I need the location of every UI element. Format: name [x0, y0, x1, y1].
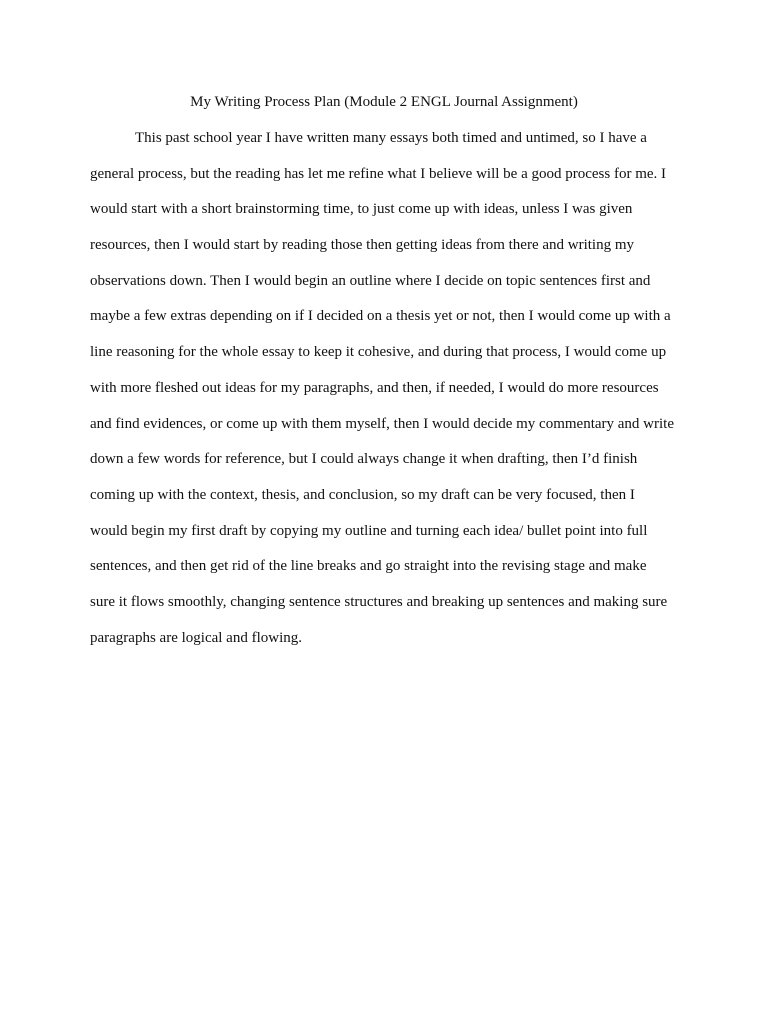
- paragraph-line: sure it flows smoothly, changing sentence structures and breaking up sentences and making sure: [90, 593, 668, 610]
- paragraph-line: down a few words for reference, but I could always change it when drafting, then I’d finish: [90, 451, 638, 468]
- paragraph-line: resources, then I would start by reading those then getting ideas from there and writing my: [90, 237, 635, 254]
- paragraph-line: maybe a few extras depending on if I decided on a thesis yet or not, then I would come up with a: [90, 308, 671, 325]
- paragraph-line: would start with a short brainstorming time, to just come up with ideas, unless I was given: [90, 201, 633, 218]
- document-title: My Writing Process Plan (Module 2 ENGL Journal Assignment): [190, 94, 578, 110]
- paragraph-line: line reasoning for the whole essay to keep it cohesive, and during that process, I would come up: [90, 344, 667, 361]
- paragraph-line: general process, but the reading has let me refine what I believe will be a good process for me. I: [90, 165, 667, 182]
- paragraph-line: sentences, and then get rid of the line breaks and go straight into the revising stage and make: [90, 558, 647, 575]
- paragraph-line: This past school year I have written many essays both timed and untimed, so I have a: [135, 130, 647, 146]
- paragraph-line: and find evidences, or come up with them myself, then I would decide my commentary and write: [90, 415, 674, 432]
- paragraph-line: coming up with the context, thesis, and conclusion, so my draft can be very focused, then I: [90, 486, 635, 503]
- paragraph-line: paragraphs are logical and flowing.: [90, 629, 302, 646]
- paragraph-line: observations down. Then I would begin an outline where I decide on topic sentences first and: [90, 272, 651, 289]
- paragraph-line: with more fleshed out ideas for my paragraphs, and then, if needed, I would do more resources: [90, 379, 659, 396]
- body-paragraph: [90, 121, 690, 656]
- paragraph-line: would begin my first draft by copying my outline and turning each idea/ bullet point into full: [90, 522, 648, 539]
